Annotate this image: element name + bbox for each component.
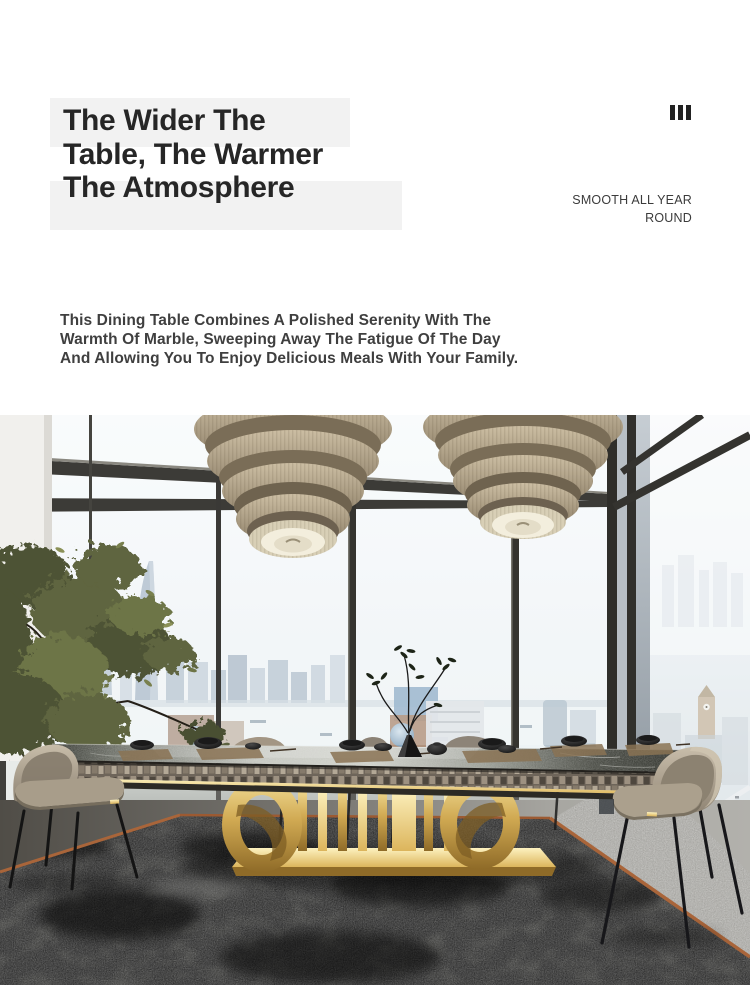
page-title-line-3: The Atmosphere: [63, 171, 295, 204]
wall-switch: [599, 799, 614, 814]
dining-room-scene: [0, 415, 750, 985]
page-title-line-2: Table, The Warmer: [63, 137, 323, 171]
page-title-line-1: The Wider The: [63, 104, 266, 137]
intro-paragraph: [60, 312, 518, 368]
tagline-line-1: SMOOTH ALL YEAR: [572, 193, 692, 207]
three-bars-icon: [670, 105, 691, 120]
tagline: [452, 192, 692, 227]
corner-column: [636, 415, 650, 768]
intro-line-3: And Allowing You To Enjoy Delicious Meals With Your Family.: [60, 349, 519, 367]
chair-left-gold-bracket: [110, 799, 119, 804]
corner-post-1: [607, 415, 617, 767]
intro-line-2: Warmth Of Marble, Sweeping Away The Fatigue Of The Day: [60, 330, 501, 348]
hero-image: [0, 415, 750, 985]
chair-right-gold-bracket: [647, 812, 657, 817]
intro-line-1: This Dining Table Combines A Polished Serenity With The: [60, 312, 492, 329]
tagline-line-2: ROUND: [645, 210, 692, 225]
page-title: [63, 104, 323, 205]
